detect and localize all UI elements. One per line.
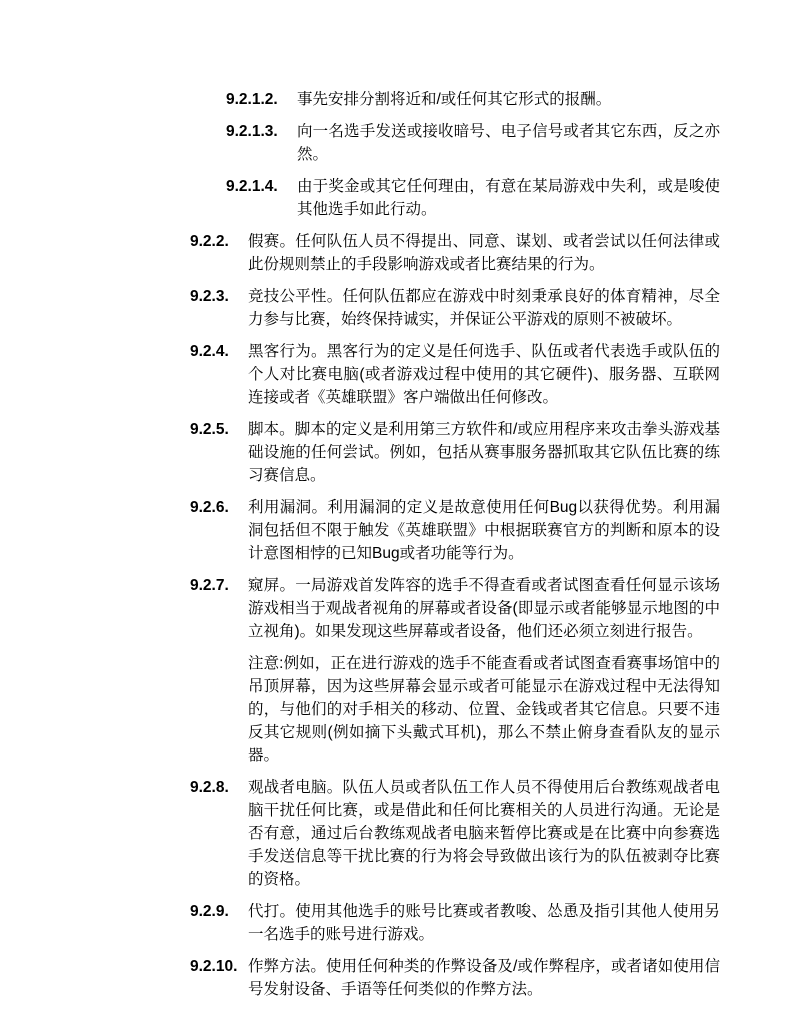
clause-text: 脚本。脚本的定义是利用第三方软件和/或应用程序来攻击拳头游戏基础设施的任何尝试。例如，包括从赛事服务器抓取其它队伍比赛的练习赛信息。 [248, 421, 720, 484]
rule-item-9-2-7 [190, 574, 720, 643]
clause-number: 9.2.1.4. [226, 178, 278, 195]
rule-item-9-2-6 [190, 496, 720, 565]
clause-number: 9.2.3. [190, 288, 229, 305]
clause-text: 竞技公平性。任何队伍都应在游戏中时刻秉承良好的体育精神，尽全力参与比赛，始终保持诚实，并保证公平游戏的原则不被破坏。 [248, 288, 720, 328]
clause-number: 9.2.1.2. [226, 91, 278, 108]
clause-number: 9.2.4. [190, 343, 229, 360]
rule-item-9-2-10 [190, 955, 720, 1001]
clause-text: 代打。使用其他选手的账号比赛或者教唆、怂恿及指引其他人使用另一名选手的账号进行游戏。 [248, 903, 720, 943]
rule-item-9-2-1-2 [226, 88, 720, 111]
rule-item-9-2-1-3 [226, 120, 720, 166]
rule-item-9-2-2 [190, 230, 720, 276]
clause-number: 9.2.8. [190, 779, 229, 796]
clause-number: 9.2.9. [190, 903, 229, 920]
note-paragraph [248, 652, 720, 767]
rule-item-9-2-4 [190, 340, 720, 409]
clause-text: 向一名选手发送或接收暗号、电子信号或者其它东西，反之亦然。 [297, 123, 720, 163]
clause-text: 作弊方法。使用任何种类的作弊设备及/或作弊程序，或者诸如使用信号发射设备、手语等任何类似的作弊方法。 [248, 958, 720, 998]
clause-number: 9.2.7. [190, 577, 229, 594]
clause-text: 注意:例如，正在进行游戏的选手不能查看或者试图查看赛事场馆中的吊顶屏幕，因为这些屏幕会显示或者可能显示在游戏过程中无法得知的，与他们的对手相关的移动、位置、金钱或者其它信息。只要不违反其它规则(例如摘下头戴式耳机)，那么不禁止俯身查看队友的显示器。 [248, 655, 720, 764]
rule-item-9-2-1-4 [226, 175, 720, 221]
rule-item-9-2-9 [190, 900, 720, 946]
rule-item-9-2-5 [190, 418, 720, 487]
clause-number: 9.2.2. [190, 233, 229, 250]
clause-text: 事先安排分割将近和/或任何其它形式的报酬。 [297, 91, 612, 108]
clause-number: 9.2.10. [190, 958, 238, 975]
clause-text: 利用漏洞。利用漏洞的定义是故意使用任何Bug以获得优势。利用漏洞包括但不限于触发《英雄联盟》中根据联赛官方的判断和原本的设计意图相悖的已知Bug或者功能等行为。 [248, 499, 720, 562]
clause-text: 观战者电脑。队伍人员或者队伍工作人员不得使用后台教练观战者电脑干扰任何比赛，或是借此和任何比赛相关的人员进行沟通。无论是否有意，通过后台教练观战者电脑来暂停比赛或是在比赛中向参赛选手发送信息等干扰比赛的行为将会导致做出该行为的队伍被剥夺比赛的资格。 [248, 779, 720, 888]
clause-number: 9.2.1.3. [226, 123, 278, 140]
clause-number: 9.2.5. [190, 421, 229, 438]
rule-item-9-2-3 [190, 285, 720, 331]
clause-number: 9.2.6. [190, 499, 229, 516]
clause-text: 由于奖金或其它任何理由，有意在某局游戏中失利，或是唆使其他选手如此行动。 [297, 178, 720, 218]
clause-text: 黑客行为。黑客行为的定义是任何选手、队伍或者代表选手或队伍的个人对比赛电脑(或者游戏过程中使用的其它硬件)、服务器、互联网连接或者《英雄联盟》客户端做出任何修改。 [248, 343, 720, 406]
rule-item-9-2-8 [190, 776, 720, 891]
clause-text: 窥屏。一局游戏首发阵容的选手不得查看或者试图查看任何显示该场游戏相当于观战者视角的屏幕或者设备(即显示或者能够显示地图的中立视角)。如果发现这些屏幕或者设备，他们还必须立刻进行报告。 [248, 577, 720, 640]
clause-text: 假赛。任何队伍人员不得提出、同意、谋划、或者尝试以任何法律或此份规则禁止的手段影响游戏或者比赛结果的行为。 [248, 233, 720, 273]
